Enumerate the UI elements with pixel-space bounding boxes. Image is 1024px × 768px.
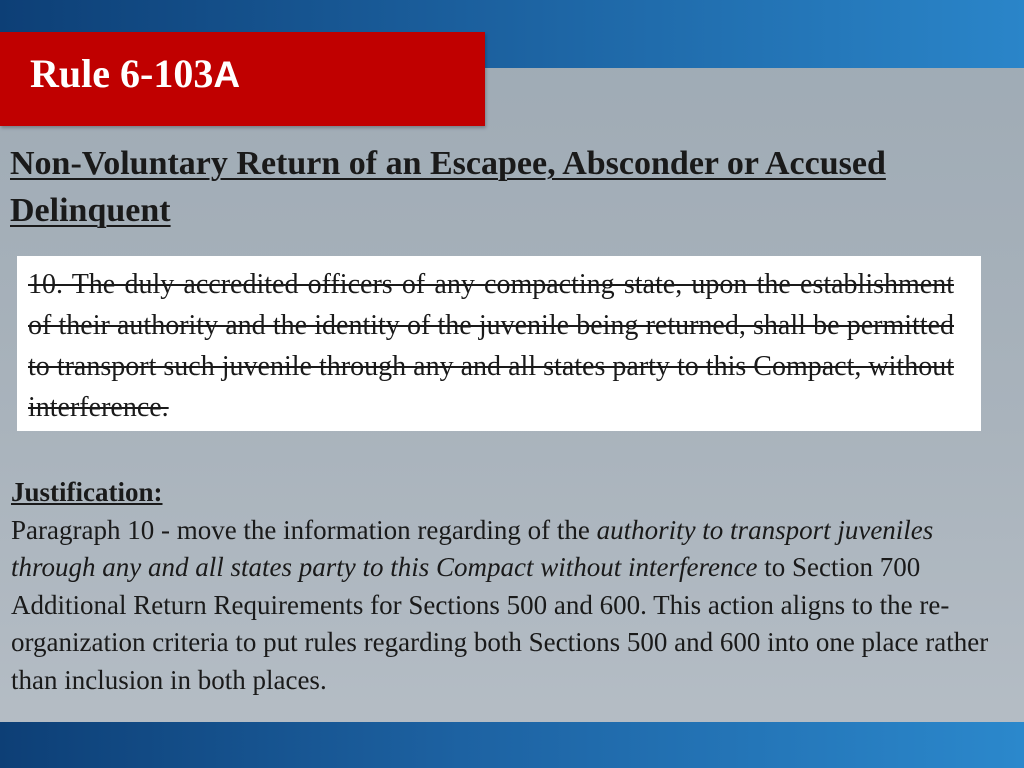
bottom-decorative-band xyxy=(0,722,1024,768)
slide-title-suffix: A xyxy=(213,54,241,95)
justification-body-italic: authority to transport juveniles through any and all states party to this Compact without interference xyxy=(11,514,934,582)
justification-body xyxy=(11,515,988,695)
slide-title xyxy=(30,51,241,96)
slide-title-main: Rule 6-103 xyxy=(30,51,214,96)
rule-text-box xyxy=(17,256,981,431)
justification-body-part1: Paragraph 10 - move the information regarding of the xyxy=(11,514,597,545)
justification-body-part2: to Section 700 Additional Return Requirements for Sections 500 and 600. This action aligns to the re-organization criteria to put rules regarding both Sections 500 and 600 into one place rather than inclusion in both places. xyxy=(11,552,989,695)
justification-heading: Justification: xyxy=(11,477,163,507)
slide-subtitle-text: Non-Voluntary Return of an Escapee, Absconder or Accused Delinquent xyxy=(10,145,886,229)
rule-paragraph-10: 10. The duly accredited officers of any compacting state, upon the establishment of their authority and the identity of the juvenile being returned, shall be permitted to transport such juvenile through any and all states party to this Compact, without interference. xyxy=(28,269,954,423)
justification-section xyxy=(11,474,1016,699)
slide-subtitle xyxy=(10,140,1010,234)
